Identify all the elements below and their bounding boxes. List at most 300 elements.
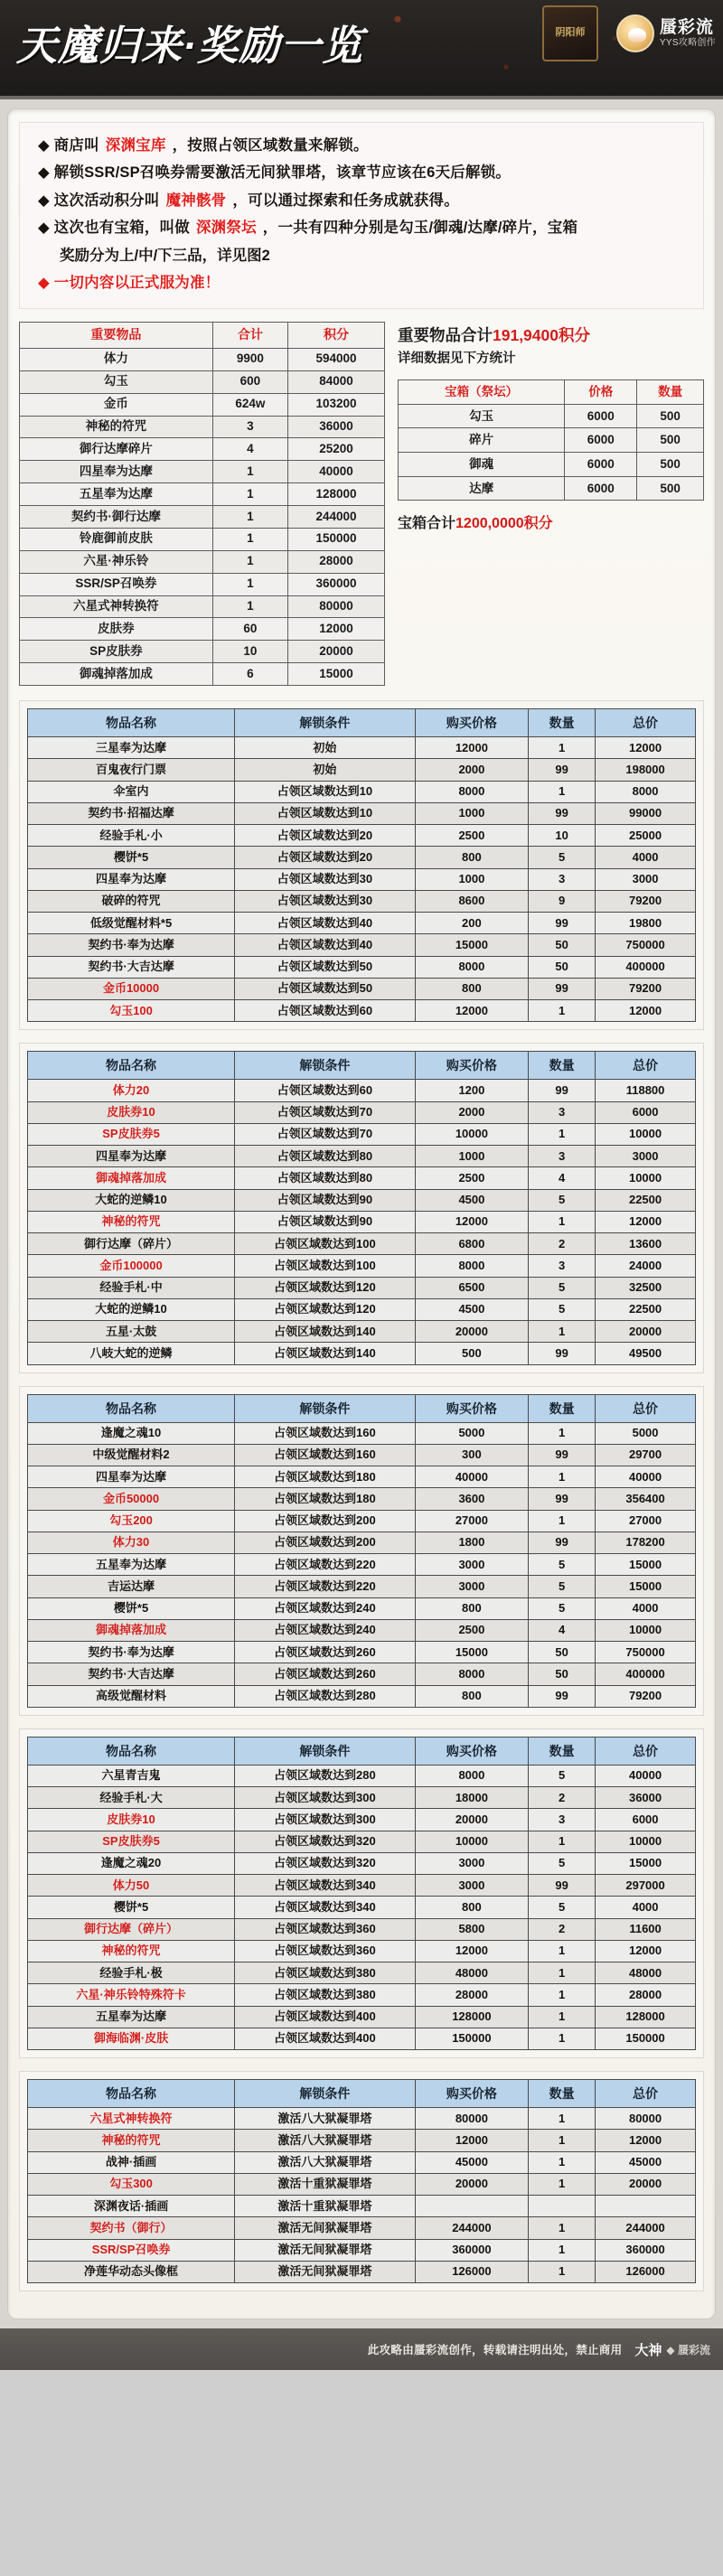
table-cell: 1	[529, 2130, 596, 2151]
table-cell: 占领区域数达到120	[235, 1298, 416, 1320]
table-row	[399, 453, 704, 477]
table-row	[28, 1488, 696, 1510]
table-cell: 400000	[596, 956, 696, 978]
table-cell: 占领区域数达到380	[235, 1962, 416, 1984]
notice-text: ◆ 这次也有宝箱，叫做	[38, 220, 190, 237]
column-header: 重要物品	[20, 323, 213, 349]
table-row	[28, 802, 696, 824]
table-cell: 356400	[596, 1488, 696, 1510]
table-cell: 2000	[415, 759, 529, 781]
table-cell: 32500	[596, 1277, 696, 1298]
table-row	[28, 1809, 696, 1831]
table-cell: 84000	[287, 370, 384, 393]
shop-table	[27, 1394, 696, 1708]
table-cell: 29700	[596, 1444, 696, 1466]
table-cell: 激活八大狱凝罪塔	[235, 2130, 416, 2151]
table-cell: 50	[529, 956, 596, 978]
altar-total-value: 1200,0000积分	[455, 516, 553, 532]
table-cell: 99	[529, 1685, 596, 1707]
table-cell: 四星奉为达摩	[20, 461, 213, 483]
table-cell: 4000	[596, 1897, 696, 1918]
table-cell: 79200	[596, 890, 696, 912]
table-cell: 2500	[415, 1619, 529, 1641]
table-cell: 1	[529, 1984, 596, 2006]
table-cell: 8000	[415, 1765, 529, 1786]
table-cell: 10000	[596, 1123, 696, 1145]
table-cell	[529, 2196, 596, 2217]
table-cell: 占领区域数达到160	[235, 1444, 416, 1466]
table-row	[28, 868, 696, 890]
table-row	[20, 528, 385, 550]
column-header: 数量	[637, 380, 704, 405]
footer-brand-main: 大神	[634, 2342, 662, 2358]
table-cell: 1	[529, 2028, 596, 2049]
table-cell: 1	[529, 1831, 596, 1852]
column-header: 宝箱（祭坛）	[399, 380, 565, 405]
table-cell: 占领区域数达到10	[235, 802, 416, 824]
table-cell: 6500	[415, 1277, 529, 1298]
table-cell: 占领区域数达到240	[235, 1597, 416, 1619]
table-cell: 1	[212, 483, 287, 506]
column-header: 数量	[529, 709, 596, 737]
table-row	[28, 1277, 696, 1298]
table-cell: 战神·插画	[28, 2151, 235, 2173]
table-row	[20, 438, 385, 461]
table-row	[20, 416, 385, 438]
table-cell: 128000	[287, 483, 384, 506]
table-cell: 28000	[287, 550, 384, 573]
notice-item	[29, 187, 694, 215]
table-row	[20, 483, 385, 506]
notice-item	[29, 215, 694, 243]
table-cell: 3000	[596, 1146, 696, 1167]
table-cell: 三星奉为达摩	[28, 737, 235, 759]
notice-text: ◆ 商店叫	[38, 136, 99, 154]
table-row	[28, 1444, 696, 1466]
table-cell: 1	[212, 528, 287, 550]
table-cell: 99	[529, 802, 596, 824]
table-cell: 占领区域数达到10	[235, 781, 416, 802]
table-cell: 六星·神乐铃特殊符卡	[28, 1984, 235, 2006]
table-cell: 1	[529, 1962, 596, 1984]
table-row	[28, 2130, 696, 2151]
table-cell: 80000	[596, 2108, 696, 2130]
table-cell: 占领区域数达到380	[235, 1984, 416, 2006]
table-cell: 占领区域数达到300	[235, 1809, 416, 1831]
table-cell: 12000	[596, 1211, 696, 1232]
column-header: 总价	[596, 1052, 696, 1080]
column-header: 总价	[596, 709, 696, 737]
altar-total	[398, 511, 704, 532]
table-cell: 128000	[415, 2006, 529, 2028]
shop-table	[27, 1737, 696, 2050]
table-row	[28, 1619, 696, 1641]
table-row	[28, 934, 696, 956]
table-cell: 占领区域数达到140	[235, 1321, 416, 1343]
table-cell: 占领区域数达到120	[235, 1277, 416, 1298]
table-cell: 初始	[235, 759, 416, 781]
table-cell: 碎片	[399, 428, 565, 453]
table-cell: 勾玉	[399, 404, 565, 428]
table-row	[28, 1422, 696, 1444]
table-cell: 10000	[596, 1831, 696, 1852]
table-row	[28, 2217, 696, 2239]
column-header: 物品名称	[28, 1394, 235, 1422]
table-cell: 金币10000	[28, 978, 235, 999]
table-cell: 79200	[596, 1685, 696, 1707]
table-row	[28, 759, 696, 781]
table-cell: 占领区域数达到80	[235, 1146, 416, 1167]
table-cell: 5	[529, 1897, 596, 1918]
table-cell: SP皮肤券5	[28, 1123, 235, 1145]
table-cell: 4000	[596, 847, 696, 868]
table-cell: 15000	[596, 1852, 696, 1874]
table-row	[28, 2196, 696, 2217]
table-cell: 激活十重狱凝罪塔	[235, 2196, 416, 2217]
table-cell: 占领区域数达到220	[235, 1576, 416, 1597]
table-cell: 99	[529, 913, 596, 934]
shop-table-block	[19, 1386, 704, 1716]
table-cell: 占领区域数达到260	[235, 1642, 416, 1663]
altar-table	[398, 379, 704, 501]
table-cell: 800	[415, 847, 529, 868]
table-cell: 经验手札·中	[28, 1277, 235, 1298]
table-cell: 经验手札·极	[28, 1962, 235, 1984]
table-row	[399, 476, 704, 501]
table-cell: 五星·太鼓	[28, 1321, 235, 1343]
table-cell: 1	[529, 1422, 596, 1444]
table-cell: 8000	[415, 1663, 529, 1685]
column-header: 购买价格	[415, 2080, 529, 2108]
table-cell: 20000	[415, 2173, 529, 2195]
table-cell: 60	[212, 618, 287, 641]
table-cell: 占领区域数达到240	[235, 1619, 416, 1641]
table-cell: 樱饼*5	[28, 1597, 235, 1619]
table-cell: 10000	[415, 1831, 529, 1852]
brand-logo	[616, 4, 723, 63]
table-cell: 4	[529, 1619, 596, 1641]
table-cell: 50	[529, 1663, 596, 1685]
table-cell: 20000	[287, 641, 384, 663]
table-cell: 2	[529, 1787, 596, 1809]
table-cell: 99	[529, 1488, 596, 1510]
table-cell: 皮肤券10	[28, 1101, 235, 1123]
table-row	[28, 1765, 696, 1786]
table-cell: 占领区域数达到360	[235, 1940, 416, 1962]
table-cell: 5000	[415, 1422, 529, 1444]
table-cell: 9900	[212, 348, 287, 370]
table-cell: 1	[529, 2239, 596, 2261]
table-cell: 勾玉	[20, 370, 213, 393]
table-cell: 占领区域数达到340	[235, 1875, 416, 1897]
table-cell: 逢魔之魂20	[28, 1852, 235, 1874]
table-cell: 3	[529, 1146, 596, 1167]
table-cell: 20000	[415, 1809, 529, 1831]
table-cell: 激活八大狱凝罪塔	[235, 2151, 416, 2173]
table-cell: 激活八大狱凝罪塔	[235, 2108, 416, 2130]
table-cell: 5	[529, 1765, 596, 1786]
table-cell: 1	[212, 573, 287, 595]
table-cell: 占领区域数达到60	[235, 1080, 416, 1101]
table-cell: 五星奉为达摩	[20, 483, 213, 506]
column-header: 总价	[596, 1737, 696, 1765]
shop-table	[27, 708, 696, 1022]
table-row	[20, 393, 385, 416]
table-cell: 25200	[287, 438, 384, 461]
table-cell: 300	[415, 1444, 529, 1466]
table-row	[28, 2151, 696, 2173]
table-cell: 5000	[596, 1422, 696, 1444]
table-cell	[596, 2196, 696, 2217]
table-cell: 1	[529, 2217, 596, 2239]
table-cell: 五星奉为达摩	[28, 1554, 235, 1576]
summary-title	[398, 323, 704, 347]
table-cell: 占领区域数达到340	[235, 1897, 416, 1918]
table-cell: 12000	[596, 1000, 696, 1022]
table-cell: 79200	[596, 978, 696, 999]
table-row	[28, 825, 696, 847]
table-cell: 4000	[596, 1597, 696, 1619]
table-cell: 49500	[596, 1343, 696, 1364]
notice-warning-text: ◆ 一切内容以正式服为准！	[38, 275, 221, 292]
table-cell: 594000	[287, 348, 384, 370]
notice-highlight: 魔神骸骨	[165, 192, 227, 209]
table-cell: 占领区域数达到70	[235, 1101, 416, 1123]
table-cell: 800	[415, 1897, 529, 1918]
shop-table-block	[19, 1043, 704, 1372]
table-row	[28, 1000, 696, 1022]
column-header: 价格	[565, 380, 637, 405]
table-cell: 2	[529, 1918, 596, 1940]
table-row	[28, 1852, 696, 1874]
column-header: 数量	[529, 2080, 596, 2108]
table-row	[28, 1123, 696, 1145]
table-cell: 5	[529, 1277, 596, 1298]
table-cell: 占领区域数达到320	[235, 1852, 416, 1874]
table-cell: 400000	[596, 1663, 696, 1685]
table-cell: 1	[529, 1466, 596, 1488]
table-cell: 契约书·奉为达摩	[28, 1642, 235, 1663]
avatar-icon	[616, 14, 654, 52]
table-cell: 9	[529, 890, 596, 912]
table-cell: 体力50	[28, 1875, 235, 1897]
table-row	[28, 978, 696, 999]
table-row	[28, 2261, 696, 2282]
table-cell: 10000	[596, 1167, 696, 1189]
table-row	[28, 1298, 696, 1320]
table-cell: 金币50000	[28, 1488, 235, 1510]
content-sheet	[7, 108, 716, 2319]
table-cell: 勾玉100	[28, 1000, 235, 1022]
table-row	[28, 2028, 696, 2049]
table-cell: 624w	[212, 393, 287, 416]
footer-brand	[634, 2340, 710, 2359]
table-cell: 20000	[596, 2173, 696, 2195]
table-cell: 3000	[596, 868, 696, 890]
table-cell: 激活无间狱凝罪塔	[235, 2239, 416, 2261]
shop-table-block	[19, 700, 704, 1030]
table-row	[28, 1510, 696, 1532]
column-header: 物品名称	[28, 2080, 235, 2108]
table-cell: 占领区域数达到300	[235, 1787, 416, 1809]
column-header: 数量	[529, 1394, 596, 1422]
table-cell: 103200	[287, 393, 384, 416]
table-row	[399, 404, 704, 428]
table-cell: 占领区域数达到20	[235, 847, 416, 868]
table-cell: 6000	[565, 428, 637, 453]
table-row	[28, 1831, 696, 1852]
table-cell: 20000	[596, 1321, 696, 1343]
table-cell: 27000	[596, 1510, 696, 1532]
table-cell: 1	[529, 781, 596, 802]
table-cell: 占领区域数达到200	[235, 1532, 416, 1553]
table-cell: 126000	[415, 2261, 529, 2282]
table-cell: 占领区域数达到80	[235, 1167, 416, 1189]
notice-subline: 奖励分为上/中/下三品，详见图2	[60, 247, 270, 264]
table-row	[399, 428, 704, 453]
table-row	[20, 663, 385, 686]
table-cell: 六星式神转换符	[20, 595, 213, 618]
notice-text: ◆ 这次活动积分叫	[38, 192, 160, 209]
table-row	[28, 1554, 696, 1576]
table-cell: 500	[637, 453, 704, 477]
table-cell: 3	[529, 868, 596, 890]
important-items-table	[19, 322, 385, 686]
notice-item	[29, 160, 694, 188]
table-row	[28, 1466, 696, 1488]
table-row	[28, 1940, 696, 1962]
table-cell: 初始	[235, 737, 416, 759]
table-row	[28, 1685, 696, 1707]
table-cell: 占领区域数达到160	[235, 1422, 416, 1444]
page-title: 天魔归来·奖励一览	[16, 23, 363, 69]
table-cell: 1	[212, 550, 287, 573]
table-cell: 800	[415, 978, 529, 999]
column-header: 数量	[529, 1052, 596, 1080]
table-cell: 5800	[415, 1918, 529, 1940]
table-cell: 八岐大蛇的逆鳞	[28, 1343, 235, 1364]
table-cell: 8600	[415, 890, 529, 912]
table-row	[28, 956, 696, 978]
table-cell: 15000	[596, 1576, 696, 1597]
table-cell: 经验手札·小	[28, 825, 235, 847]
table-cell: 皮肤券10	[28, 1809, 235, 1831]
table-cell: 297000	[596, 1875, 696, 1897]
page-footer	[0, 2328, 723, 2370]
shop-table	[27, 1051, 696, 1364]
table-row	[28, 1167, 696, 1189]
table-cell: 40000	[596, 1765, 696, 1786]
table-cell: 500	[415, 1343, 529, 1364]
table-cell: 15000	[287, 663, 384, 686]
table-cell: 六星式神转换符	[28, 2108, 235, 2130]
table-cell: 占领区域数达到40	[235, 934, 416, 956]
table-row	[28, 1189, 696, 1211]
table-cell: 2500	[415, 825, 529, 847]
table-cell: 6000	[596, 1101, 696, 1123]
table-cell: 126000	[596, 2261, 696, 2282]
table-cell: 99	[529, 759, 596, 781]
table-cell: 40000	[596, 1466, 696, 1488]
table-cell: 12000	[596, 2130, 696, 2151]
column-header: 物品名称	[28, 709, 235, 737]
table-cell: 1	[529, 737, 596, 759]
table-cell: SP皮肤券	[20, 641, 213, 663]
column-header: 物品名称	[28, 1737, 235, 1765]
table-cell: 契约书·御行达摩	[20, 506, 213, 529]
seal-icon: 阴阳师	[542, 5, 598, 61]
table-cell: 500	[637, 428, 704, 453]
table-cell: 占领区域数达到30	[235, 868, 416, 890]
table-cell: 150000	[287, 528, 384, 550]
table-cell: 99	[529, 1532, 596, 1553]
table-cell: 4500	[415, 1189, 529, 1211]
brand-name: 蜃彩流	[659, 18, 714, 38]
summary-subtitle: 详细数据见下方统计	[398, 351, 516, 366]
table-cell: 28000	[415, 1984, 529, 2006]
column-header: 购买价格	[415, 1052, 529, 1080]
table-row	[28, 1532, 696, 1553]
table-cell: 3000	[415, 1852, 529, 1874]
table-cell: 深渊夜话·插画	[28, 2196, 235, 2217]
table-cell: 8000	[415, 956, 529, 978]
table-row	[28, 737, 696, 759]
table-row	[20, 573, 385, 595]
table-cell: 伞室内	[28, 781, 235, 802]
table-cell: 经验手札·大	[28, 1787, 235, 1809]
table-cell: 铃鹿御前皮肤	[20, 528, 213, 550]
table-cell: 六星·神乐铃	[20, 550, 213, 573]
table-row	[28, 2108, 696, 2130]
table-cell: 8000	[415, 781, 529, 802]
table-row	[28, 1101, 696, 1123]
table-cell: 13600	[596, 1233, 696, 1255]
table-row	[28, 1576, 696, 1597]
table-cell: 4500	[415, 1298, 529, 1320]
table-cell: 占领区域数达到100	[235, 1255, 416, 1277]
table-cell: 15000	[596, 1554, 696, 1576]
table-cell: 激活十重狱凝罪塔	[235, 2173, 416, 2195]
table-cell: 28000	[596, 1984, 696, 2006]
table-cell: 1	[212, 595, 287, 618]
column-header: 解锁条件	[235, 1052, 416, 1080]
table-cell: 6800	[415, 1233, 529, 1255]
table-cell: 18000	[415, 1787, 529, 1809]
table-row	[28, 1984, 696, 2006]
table-cell: 3000	[415, 1875, 529, 1897]
table-cell: 体力30	[28, 1532, 235, 1553]
table-cell: 99	[529, 1875, 596, 1897]
table-cell: 6000	[565, 404, 637, 428]
table-row	[20, 461, 385, 483]
table-cell: 樱饼*5	[28, 1897, 235, 1918]
table-cell: 3	[529, 1255, 596, 1277]
table-cell: 御魂掉落加成	[20, 663, 213, 686]
table-cell: 1000	[415, 1146, 529, 1167]
table-cell: 360000	[596, 2239, 696, 2261]
table-cell: 198000	[596, 759, 696, 781]
table-cell: 15000	[415, 934, 529, 956]
table-cell: 占领区域数达到50	[235, 978, 416, 999]
table-cell: 6	[212, 663, 287, 686]
table-cell: 40000	[287, 461, 384, 483]
table-cell: 御海临渊·皮肤	[28, 2028, 235, 2049]
table-cell: 占领区域数达到280	[235, 1685, 416, 1707]
table-cell: 12000	[596, 737, 696, 759]
table-row	[20, 348, 385, 370]
table-cell: 25000	[596, 825, 696, 847]
table-cell: 六星青吉鬼	[28, 1765, 235, 1786]
